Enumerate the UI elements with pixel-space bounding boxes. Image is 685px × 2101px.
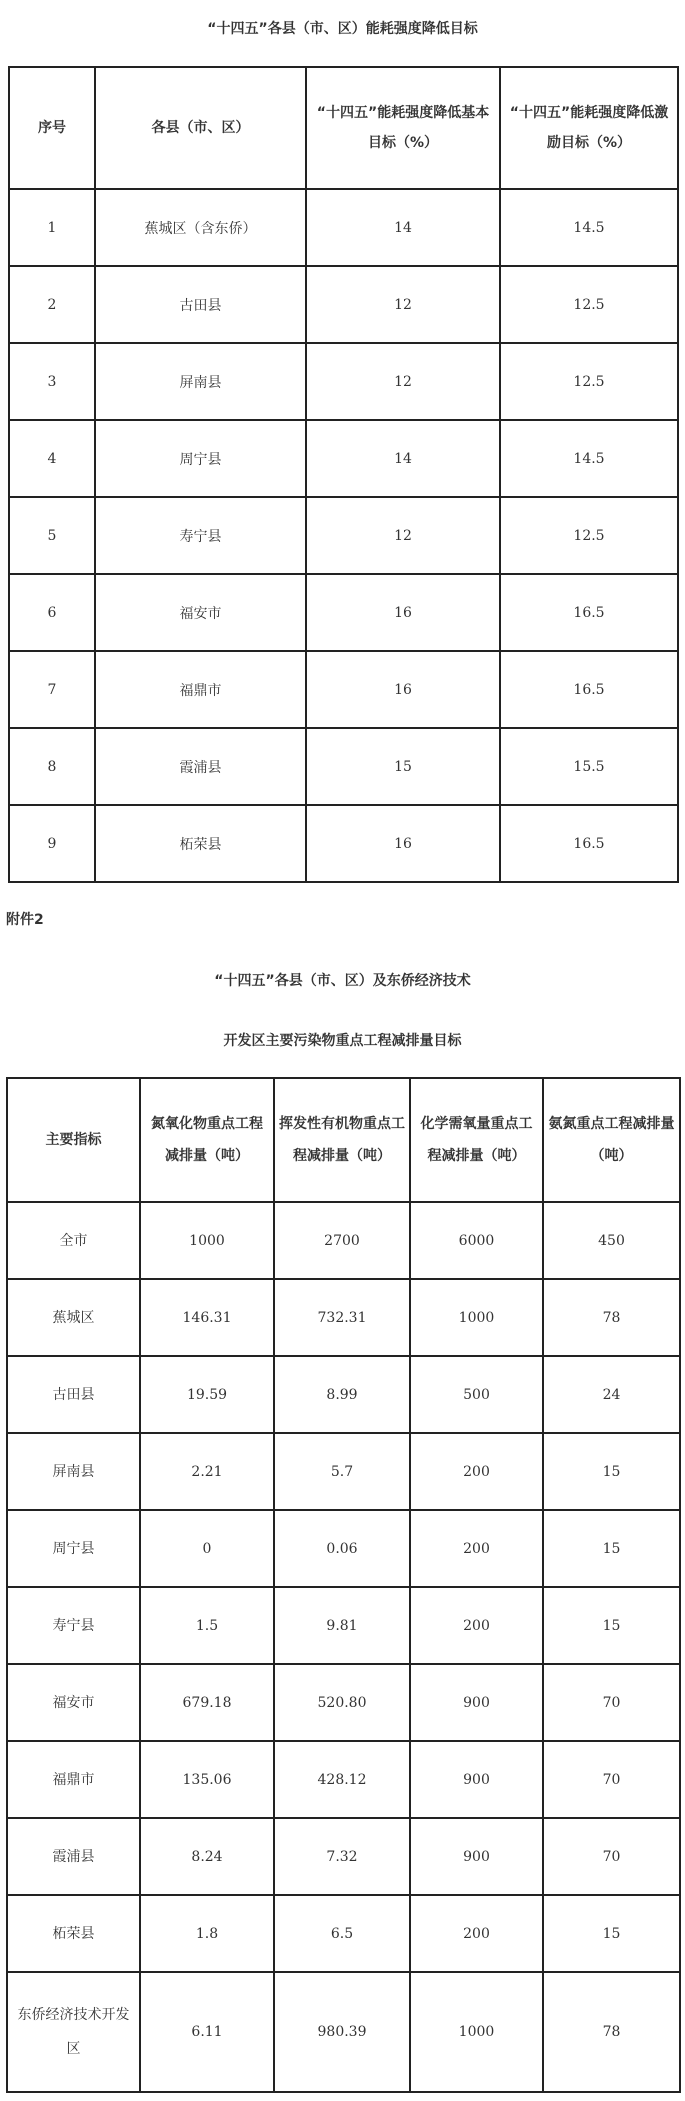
table-row	[9, 343, 678, 420]
table-cell: 15	[543, 1895, 680, 1972]
table2-title-line2: 开发区主要污染物重点工程减排量目标	[223, 1033, 462, 1049]
table-cell: 5.7	[274, 1433, 410, 1510]
table-cell: 福安市	[7, 1664, 140, 1741]
table-row	[9, 574, 678, 651]
col-header-basic-target: “十四五”能耗强度降低基本目标（%）	[306, 67, 500, 189]
table-cell: 900	[410, 1664, 543, 1741]
table-row	[9, 266, 678, 343]
table-cell: 16.5	[500, 651, 678, 728]
table-cell: 1.5	[140, 1587, 274, 1664]
table-cell: 15	[543, 1433, 680, 1510]
table-cell: 0.06	[274, 1510, 410, 1587]
table-row	[9, 189, 678, 266]
table-cell: 980.39	[274, 1972, 410, 2092]
table-cell: 2	[9, 266, 95, 343]
table-row	[7, 1587, 680, 1664]
table-cell: 16	[306, 651, 500, 728]
table-cell: 1.8	[140, 1895, 274, 1972]
table-row	[7, 1279, 680, 1356]
table-cell: 70	[543, 1741, 680, 1818]
table-cell: 9	[9, 805, 95, 882]
table-cell: 15	[543, 1510, 680, 1587]
table-cell: 周宁县	[95, 420, 306, 497]
table-cell: 12.5	[500, 497, 678, 574]
table-cell: 6000	[410, 1202, 543, 1279]
table-cell: 200	[410, 1895, 543, 1972]
table-cell: 柘荣县	[7, 1895, 140, 1972]
col-header-nox: 氮氧化物重点工程减排量（吨）	[140, 1078, 274, 1202]
col-header-cod: 化学需氧量重点工程减排量（吨）	[410, 1078, 543, 1202]
table-cell: 5	[9, 497, 95, 574]
col-header-index: 序号	[9, 67, 95, 189]
table-cell: 蕉城区（含东侨）	[95, 189, 306, 266]
table-row	[7, 1433, 680, 1510]
table-cell: 柘荣县	[95, 805, 306, 882]
table-cell: 900	[410, 1818, 543, 1895]
table-cell: 1000	[140, 1202, 274, 1279]
table-row	[7, 1202, 680, 1279]
table-cell: 146.31	[140, 1279, 274, 1356]
table-cell: 200	[410, 1587, 543, 1664]
table-cell: 428.12	[274, 1741, 410, 1818]
table-cell: 70	[543, 1664, 680, 1741]
table-row	[7, 1664, 680, 1741]
table-cell: 8.99	[274, 1356, 410, 1433]
table-cell: 520.80	[274, 1664, 410, 1741]
col-header-voc: 挥发性有机物重点工程减排量（吨）	[274, 1078, 410, 1202]
energy-target-table	[8, 66, 679, 883]
table-cell: 12	[306, 266, 500, 343]
table-cell: 9.81	[274, 1587, 410, 1664]
table-cell: 14	[306, 189, 500, 266]
attachment-label: 附件2	[6, 912, 44, 928]
table-cell: 78	[543, 1279, 680, 1356]
table-cell: 200	[410, 1510, 543, 1587]
col-header-indicator: 主要指标	[7, 1078, 140, 1202]
table-cell: 8	[9, 728, 95, 805]
table-cell: 周宁县	[7, 1510, 140, 1587]
table-row	[9, 805, 678, 882]
table-cell: 15	[306, 728, 500, 805]
table-cell: 福安市	[95, 574, 306, 651]
table-cell: 900	[410, 1741, 543, 1818]
table-cell: 6.11	[140, 1972, 274, 2092]
table2-header-row	[7, 1078, 680, 1202]
table-cell: 16	[306, 574, 500, 651]
table-row	[7, 1510, 680, 1587]
table-cell: 78	[543, 1972, 680, 2092]
table-cell: 16.5	[500, 805, 678, 882]
table-cell: 7	[9, 651, 95, 728]
table-row	[7, 1972, 680, 2092]
table-row	[7, 1818, 680, 1895]
table-cell: 732.31	[274, 1279, 410, 1356]
table-cell: 蕉城区	[7, 1279, 140, 1356]
table-cell: 16	[306, 805, 500, 882]
table-cell: 福鼎市	[7, 1741, 140, 1818]
table-cell: 霞浦县	[95, 728, 306, 805]
table-cell: 6.5	[274, 1895, 410, 1972]
table-cell: 2.21	[140, 1433, 274, 1510]
table-cell: 70	[543, 1818, 680, 1895]
table-cell: 3	[9, 343, 95, 420]
table-cell: 1000	[410, 1279, 543, 1356]
table-cell: 16.5	[500, 574, 678, 651]
table-cell: 东侨经济技术开发区	[7, 1972, 140, 2092]
table-cell: 12	[306, 497, 500, 574]
table-cell: 24	[543, 1356, 680, 1433]
table-cell: 450	[543, 1202, 680, 1279]
table-cell: 500	[410, 1356, 543, 1433]
table-cell: 12.5	[500, 343, 678, 420]
table-cell: 1	[9, 189, 95, 266]
table-row	[7, 1356, 680, 1433]
table-row	[7, 1895, 680, 1972]
table-cell: 0	[140, 1510, 274, 1587]
table1-title: “十四五”各县（市、区）能耗强度降低目标	[207, 21, 478, 37]
table2-title-line1: “十四五”各县（市、区）及东侨经济技术	[214, 973, 471, 989]
table-cell: 寿宁县	[95, 497, 306, 574]
table-cell: 8.24	[140, 1818, 274, 1895]
table-cell: 2700	[274, 1202, 410, 1279]
table-cell: 12	[306, 343, 500, 420]
table-cell: 14.5	[500, 420, 678, 497]
table-cell: 1000	[410, 1972, 543, 2092]
table-cell: 7.32	[274, 1818, 410, 1895]
table-cell: 12.5	[500, 266, 678, 343]
table-cell: 屏南县	[7, 1433, 140, 1510]
table1-header-row	[9, 67, 678, 189]
table-cell: 福鼎市	[95, 651, 306, 728]
table-cell: 14.5	[500, 189, 678, 266]
table-cell: 屏南县	[95, 343, 306, 420]
table-cell: 15	[543, 1587, 680, 1664]
table-cell: 全市	[7, 1202, 140, 1279]
table-cell: 135.06	[140, 1741, 274, 1818]
table-cell: 寿宁县	[7, 1587, 140, 1664]
table-cell: 古田县	[95, 266, 306, 343]
table-row	[9, 728, 678, 805]
table-cell: 14	[306, 420, 500, 497]
col-header-ammonia: 氨氮重点工程减排量（吨）	[543, 1078, 680, 1202]
table-row	[7, 1741, 680, 1818]
table-cell: 古田县	[7, 1356, 140, 1433]
table-cell: 15.5	[500, 728, 678, 805]
table-cell: 200	[410, 1433, 543, 1510]
table-cell: 6	[9, 574, 95, 651]
table-row	[9, 497, 678, 574]
table-cell: 霞浦县	[7, 1818, 140, 1895]
table-cell: 19.59	[140, 1356, 274, 1433]
table-cell: 679.18	[140, 1664, 274, 1741]
table-row	[9, 651, 678, 728]
table-cell: 4	[9, 420, 95, 497]
emission-reduction-table	[6, 1077, 681, 2093]
col-header-county: 各县（市、区）	[95, 67, 306, 189]
col-header-incentive-target: “十四五”能耗强度降低激励目标（%）	[500, 67, 678, 189]
table-row	[9, 420, 678, 497]
